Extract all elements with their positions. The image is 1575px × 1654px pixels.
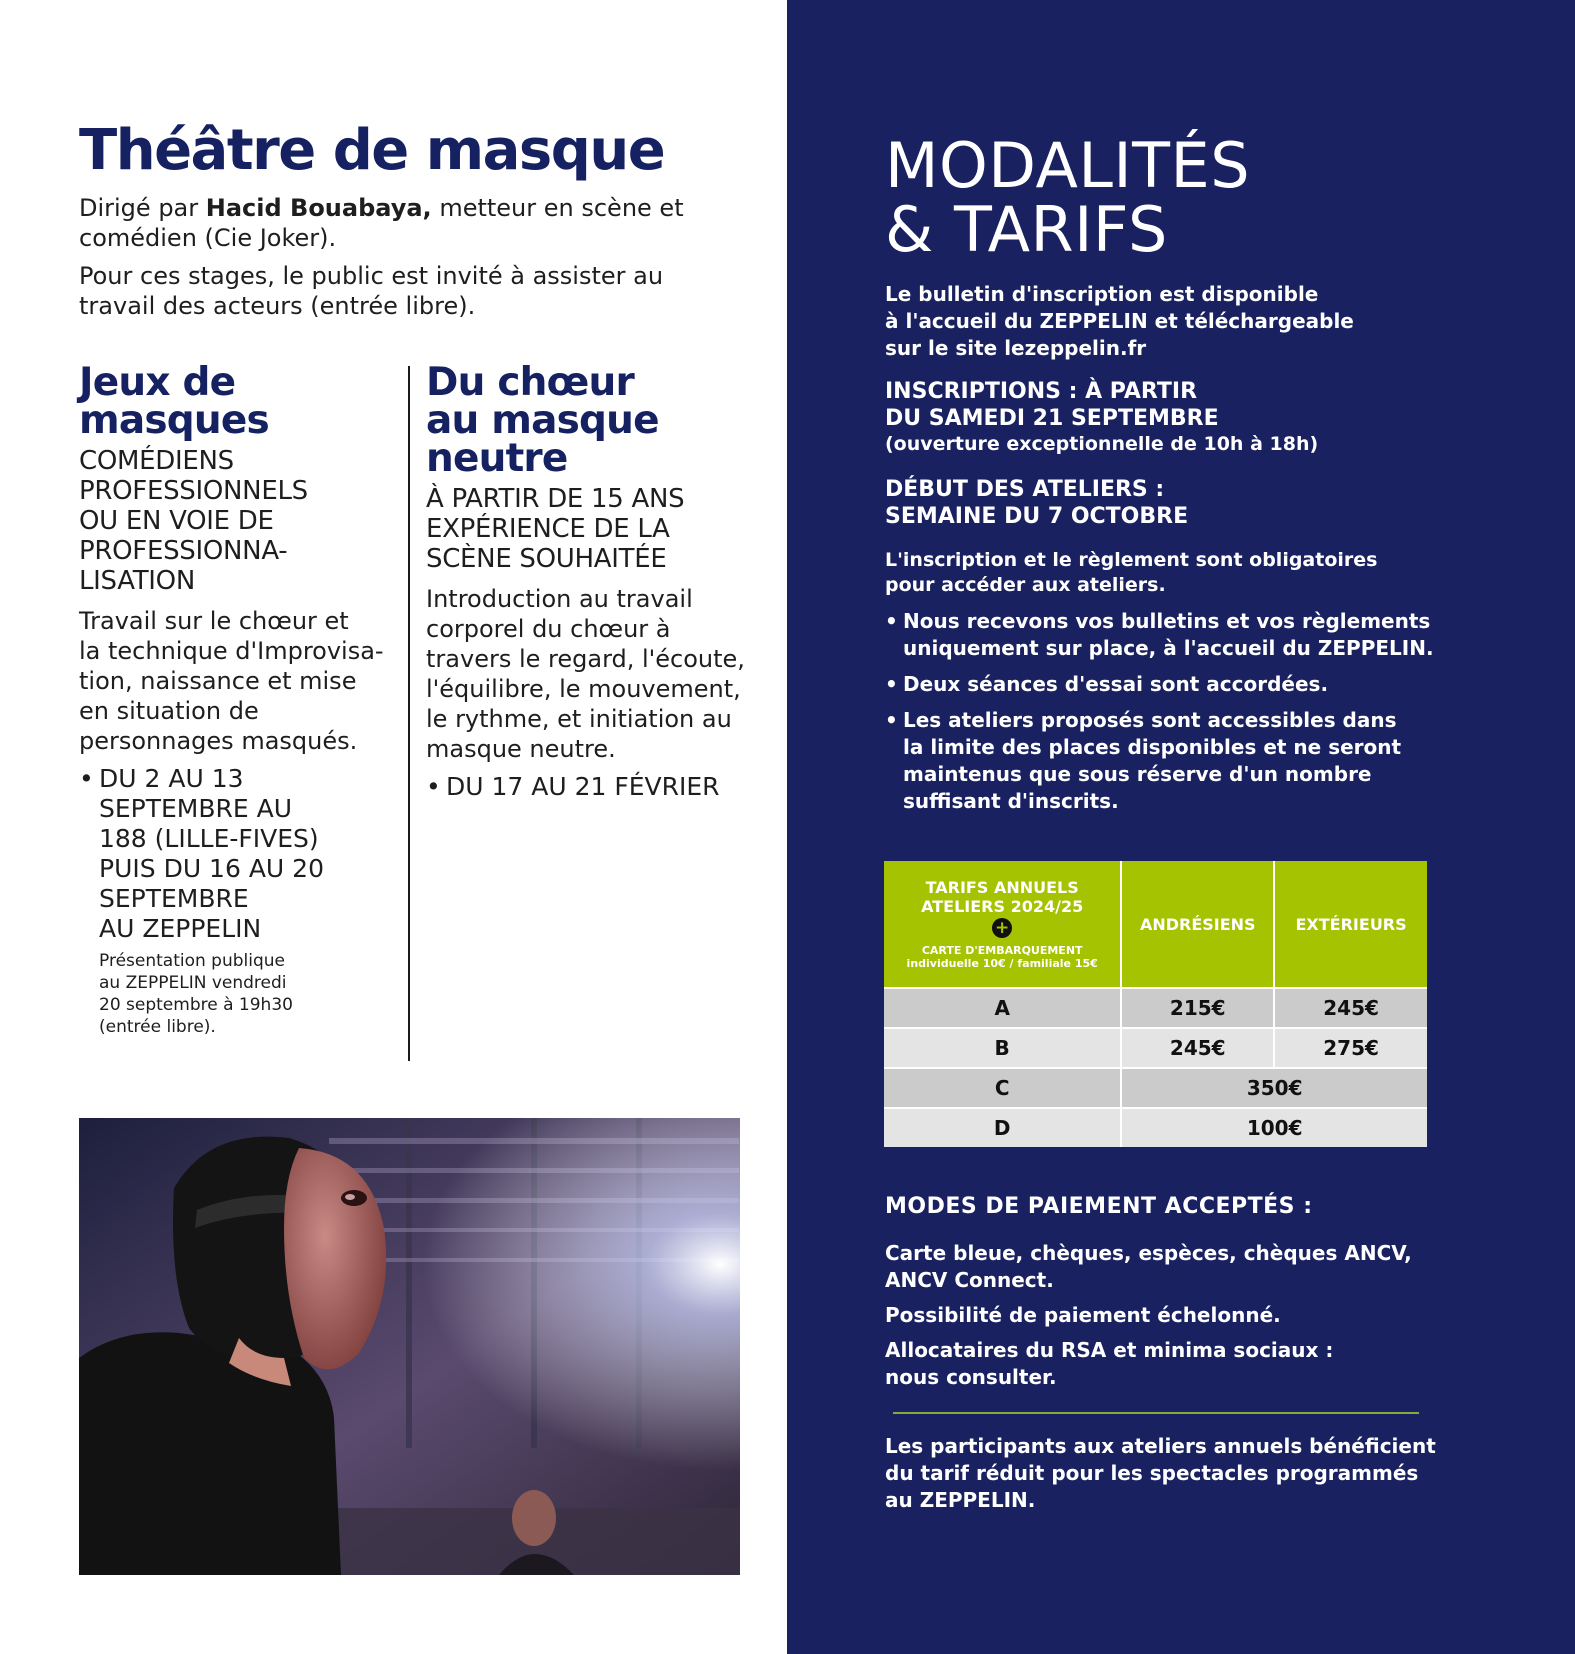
payment-rsa [885, 1337, 1445, 1391]
debut-ateliers [885, 476, 1445, 530]
modalites-title [885, 129, 1251, 266]
list-item [885, 707, 1445, 815]
text-line: uniquement sur place, à l'accueil du ZEPPELIN. [903, 636, 1434, 660]
desc-line: Introduction au travail [426, 585, 693, 613]
payment-section [885, 1193, 1445, 1391]
header-small-text [884, 944, 1120, 970]
text-line: L'inscription et le règlement sont obligatoires [885, 549, 1378, 571]
date-line: 188 (LILLE-FIVES) [99, 824, 319, 853]
note-line: (entrée libre). [99, 1017, 216, 1037]
bulletin-text [885, 281, 1445, 362]
list-item-text: Deux séances d'essai sont accordées. [903, 672, 1329, 696]
section-divider [893, 1412, 1419, 1414]
workshop-audience [426, 484, 746, 574]
bullet-icon: • [885, 672, 898, 696]
table-row [884, 988, 1427, 1028]
title-line: & TARIFS [885, 193, 1168, 266]
price-andresiens: 245€ [1121, 1028, 1274, 1068]
text-line: maintenus que sous réserve d'un nombre [903, 762, 1372, 786]
list-item [885, 608, 1445, 662]
text-line: nous consulter. [885, 1365, 1057, 1389]
intro-text [79, 193, 699, 329]
audience-line: PROFESSIONNA- [79, 536, 288, 566]
debut-text [885, 476, 1445, 530]
bullet-icon: • [885, 708, 898, 732]
note-line: Présentation publique [99, 951, 285, 971]
intro-suffix: metteur en scène et comédien (Cie Joker). [79, 194, 684, 252]
column-divider [408, 366, 410, 1061]
text-line: INSCRIPTIONS : À PARTIR [885, 379, 1198, 404]
row-label: A [884, 988, 1121, 1028]
masked-actor-illustration [79, 1118, 740, 1575]
row-label: C [884, 1068, 1121, 1108]
text-line: ANCV Connect. [885, 1268, 1054, 1292]
audience-line: OU EN VOIE DE [79, 506, 274, 536]
bullet-icon: • [885, 609, 898, 633]
text-line: Le bulletin d'inscription est disponible [885, 282, 1319, 306]
desc-line: la technique d'Improvisa- [79, 637, 384, 665]
price-both: 100€ [1121, 1108, 1427, 1147]
plus-icon: + [992, 918, 1012, 938]
conditions-list [885, 608, 1445, 815]
header-line: individuelle 10€ / familiale 15€ [906, 957, 1098, 970]
workshop-description [426, 584, 746, 764]
audience-line: EXPÉRIENCE DE LA [426, 514, 670, 544]
director-name: Hacid Bouabaya, [205, 194, 432, 222]
text-line: SEMAINE DU 7 OCTOBRE [885, 504, 1189, 529]
note-line: 20 septembre à 19h30 [99, 995, 293, 1015]
price-exterieurs: 275€ [1274, 1028, 1427, 1068]
masked-actor-photo [79, 1118, 740, 1575]
row-label: D [884, 1108, 1121, 1147]
workshop-du-choeur-au-masque-neutre [426, 360, 746, 802]
workshop-description [79, 606, 394, 756]
payment-title: MODES DE PAIEMENT ACCEPTÉS : [885, 1194, 1313, 1219]
intro-prefix: Dirigé par [79, 194, 206, 222]
title-line: Du chœur [426, 360, 634, 405]
inscriptions-date [885, 378, 1445, 432]
desc-line: l'équilibre, le mouvement, [426, 675, 741, 703]
price-both: 350€ [1121, 1068, 1427, 1108]
workshop-title [79, 360, 394, 443]
row-label: B [884, 1028, 1121, 1068]
workshop-jeux-de-masques [79, 360, 394, 1038]
text-line: au ZEPPELIN. [885, 1488, 1036, 1512]
right-column [787, 0, 1575, 1654]
title-line: Jeux de [79, 360, 236, 405]
intro-paragraph-2: Pour ces stages, le public est invité à assister au travail des acteurs (entrée libre). [79, 262, 664, 320]
title-line: masques [79, 398, 269, 443]
text-line: pour accéder aux ateliers. [885, 574, 1166, 596]
header-line: ATELIERS 2024/25 [921, 897, 1084, 916]
text-line: Les ateliers proposés sont accessibles dans [903, 708, 1397, 732]
desc-line: travers le regard, l'écoute, [426, 645, 745, 673]
header-exterieurs: EXTÉRIEURS [1274, 861, 1427, 988]
table-row [884, 1028, 1427, 1068]
header-line: CARTE D'EMBARQUEMENT [921, 944, 1083, 957]
audience-line: COMÉDIENS [79, 446, 234, 476]
inscriptions-hours: (ouverture exceptionnelle de 10h à 18h) [885, 433, 1319, 455]
text-line: la limite des places disponibles et ne seront [903, 735, 1402, 759]
date-line: AU ZEPPELIN [99, 914, 262, 943]
desc-line: personnages masqués. [79, 727, 358, 755]
conditions [885, 548, 1445, 824]
workshop-title [426, 360, 746, 481]
text-line: DÉBUT DES ATELIERS : [885, 477, 1165, 502]
inscriptions-info [885, 378, 1445, 457]
text-line: du tarif réduit pour les spectacles programmés [885, 1461, 1419, 1485]
text-line: DU SAMEDI 21 SEPTEMBRE [885, 406, 1219, 431]
text-line: suffisant d'inscrits. [903, 789, 1119, 813]
desc-line: le rythme, et initiation au [426, 705, 732, 733]
footer-text [885, 1433, 1445, 1514]
text-line: Les participants aux ateliers annuels bénéficient [885, 1434, 1436, 1458]
audience-line: SCÈNE SOUHAITÉE [426, 544, 667, 574]
date-line: DU 2 AU 13 [99, 764, 244, 793]
page-title: Théâtre de masque [79, 118, 665, 183]
tariffs-table [884, 861, 1427, 1147]
list-item [885, 671, 1445, 698]
header-andresiens: ANDRÉSIENS [1121, 861, 1274, 988]
title-line: MODALITÉS [885, 129, 1251, 202]
footer-note [885, 1433, 1445, 1514]
public-presentation-note [99, 950, 394, 1038]
header-tarifs [884, 861, 1121, 988]
payment-methods [885, 1240, 1445, 1294]
date-line: SEPTEMBRE AU [99, 794, 293, 823]
header-line: TARIFS ANNUELS [925, 878, 1079, 897]
price-andresiens: 215€ [1121, 988, 1274, 1028]
bullet-icon: • [79, 764, 94, 793]
title-line: neutre [426, 436, 568, 481]
list-item-text [903, 707, 1401, 815]
desc-line: Travail sur le chœur et [79, 607, 349, 635]
title-line: au masque [426, 398, 659, 443]
obligation-text [885, 548, 1445, 598]
desc-line: en situation de [79, 697, 259, 725]
desc-line: masque neutre. [426, 735, 616, 763]
text-line: sur le site lezeppelin.fr [885, 336, 1147, 360]
workshop-dates [426, 772, 746, 802]
header-main-text [884, 878, 1120, 916]
left-column [0, 0, 787, 1654]
text-line: Allocataires du RSA et minima sociaux : [885, 1338, 1334, 1362]
desc-line: tion, naissance et mise [79, 667, 357, 695]
dates-text [99, 764, 324, 944]
table-row [884, 1068, 1427, 1108]
workshop-audience [79, 446, 394, 596]
bulletin-info [885, 281, 1445, 362]
text-line: Carte bleue, chèques, espèces, chèques ANCV, [885, 1241, 1412, 1265]
table-header-row [884, 861, 1427, 988]
workshop-dates [79, 764, 394, 944]
date-line: PUIS DU 16 AU 20 [99, 854, 324, 883]
audience-line: LISATION [79, 566, 195, 596]
intro-paragraph-1 [79, 193, 699, 253]
audience-line: PROFESSIONNELS [79, 476, 308, 506]
dates-text: DU 17 AU 21 FÉVRIER [446, 772, 720, 801]
text-line: Nous recevons vos bulletins et vos règlements [903, 609, 1431, 633]
bullet-icon: • [426, 772, 441, 801]
table-row [884, 1108, 1427, 1147]
payment-installments: Possibilité de paiement échelonné. [885, 1303, 1281, 1327]
note-line: au ZEPPELIN vendredi [99, 973, 287, 993]
desc-line: corporel du chœur à [426, 615, 671, 643]
text-line: à l'accueil du ZEPPELIN et téléchargeable [885, 309, 1354, 333]
date-line: SEPTEMBRE [99, 884, 249, 913]
price-exterieurs: 245€ [1274, 988, 1427, 1028]
audience-line: À PARTIR DE 15 ANS [426, 484, 685, 514]
list-item-text [903, 608, 1434, 662]
